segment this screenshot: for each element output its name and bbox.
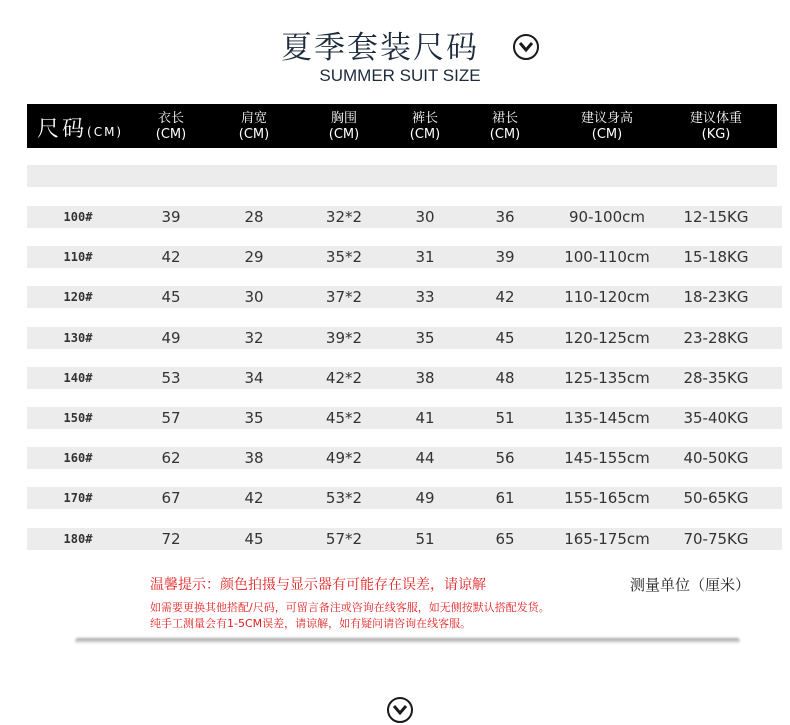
cell-weight: 23-28KG <box>683 328 749 347</box>
cell-chest: 35*2 <box>325 248 363 267</box>
cell-weight: 40-50KG <box>683 449 749 468</box>
cell-skirt: 61 <box>495 489 515 508</box>
unit-label: 测量单位（厘米） <box>630 576 751 594</box>
cell-length: 53 <box>161 368 181 387</box>
note-main: 温馨提示：颜色拍摄与显示器有可能存在误差，请谅解 <box>150 577 486 593</box>
cell-shoulder: 29 <box>244 248 264 267</box>
size-cell: 100# <box>63 210 93 224</box>
cell-shoulder: 34 <box>244 368 264 387</box>
cell-height: 110-120cm <box>564 288 650 307</box>
cell-skirt: 39 <box>495 248 515 267</box>
cell-chest: 57*2 <box>325 529 363 548</box>
cell-length: 67 <box>161 489 181 508</box>
column-header-label: 肩宽 <box>240 111 267 126</box>
column-header-label: 建议体重 <box>689 111 742 126</box>
cell-height: 125-135cm <box>564 368 650 387</box>
size-cell: 150# <box>63 411 93 425</box>
cell-pants: 49 <box>415 489 435 508</box>
column-header-unit: (CM) <box>489 127 521 142</box>
table-row <box>27 327 782 349</box>
table-row <box>27 487 782 509</box>
column-header-unit: (CM) <box>155 127 187 142</box>
page-title: 夏季套装尺码 <box>281 30 479 66</box>
cell-length: 45 <box>161 288 181 307</box>
column-header-label: 胸围 <box>330 111 357 126</box>
cell-shoulder: 28 <box>244 208 264 226</box>
table-row <box>27 447 782 469</box>
column-header <box>209 111 299 143</box>
cell-chest: 37*2 <box>325 288 363 307</box>
cell-pants: 33 <box>415 288 435 307</box>
column-header-label: 裤长 <box>411 111 438 126</box>
column-header <box>671 111 761 143</box>
cell-weight: 28-35KG <box>683 368 749 387</box>
cell-chest: 53*2 <box>325 489 363 508</box>
cell-weight: 12-15KG <box>683 208 749 226</box>
cell-height: 135-145cm <box>564 409 650 427</box>
cell-height: 165-175cm <box>564 529 650 548</box>
cell-pants: 44 <box>415 449 435 468</box>
cell-weight: 18-23KG <box>683 288 749 307</box>
column-header <box>299 111 389 143</box>
column-header <box>562 111 652 143</box>
column-header-label: 建议身高 <box>580 111 633 126</box>
cell-skirt: 42 <box>495 288 515 307</box>
cell-shoulder: 38 <box>244 449 264 468</box>
cell-shoulder: 42 <box>244 489 264 508</box>
cell-chest: 49*2 <box>325 449 363 468</box>
cell-shoulder: 32 <box>244 328 264 347</box>
cell-shoulder: 35 <box>244 409 264 427</box>
chevron-down-icon <box>387 697 413 723</box>
table-row <box>27 528 782 550</box>
cell-chest: 45*2 <box>325 409 363 427</box>
size-cell: 130# <box>63 330 93 345</box>
cell-pants: 51 <box>415 529 435 548</box>
column-header-unit: (CM) <box>409 127 441 142</box>
column-header-unit: (KG) <box>701 127 731 142</box>
table-row <box>27 407 782 429</box>
chevron-down-icon <box>513 34 539 60</box>
column-header-unit: (CM) <box>328 127 360 142</box>
cell-height: 120-125cm <box>564 328 650 347</box>
note-line-1: 如需要更换其他搭配/尺码，可留言备注或咨询在线客服，如无侧按默认搭配发货。 <box>150 601 550 614</box>
cell-weight: 35-40KG <box>683 409 749 427</box>
cell-height: 155-165cm <box>564 489 650 508</box>
column-header <box>460 111 550 143</box>
notes <box>150 574 550 632</box>
size-cell: 160# <box>63 451 93 466</box>
size-cell: 140# <box>63 370 93 385</box>
cell-weight: 50-65KG <box>683 489 749 508</box>
cell-pants: 41 <box>415 409 435 427</box>
table-row <box>27 206 782 228</box>
table-row <box>27 367 782 389</box>
cell-length: 49 <box>161 328 181 347</box>
divider-shadow <box>75 638 740 644</box>
cell-length: 39 <box>161 208 181 226</box>
cell-shoulder: 45 <box>244 529 264 548</box>
size-column-header: 尺码(CM) <box>37 117 124 142</box>
cell-skirt: 51 <box>495 409 515 427</box>
cell-skirt: 45 <box>495 328 515 347</box>
cell-height: 145-155cm <box>564 449 650 468</box>
note-details <box>150 600 550 632</box>
cell-chest: 39*2 <box>325 328 363 347</box>
cell-weight: 15-18KG <box>683 248 749 267</box>
size-cell: 110# <box>63 250 93 265</box>
cell-length: 72 <box>161 529 181 548</box>
column-header <box>126 111 216 143</box>
cell-shoulder: 30 <box>244 288 264 307</box>
cell-skirt: 56 <box>495 449 515 468</box>
cell-pants: 31 <box>415 248 435 267</box>
cell-chest: 42*2 <box>325 368 363 387</box>
table-row <box>27 286 782 308</box>
column-header-label: 裙长 <box>491 111 518 126</box>
cell-pants: 38 <box>415 368 435 387</box>
blank-row <box>27 165 777 187</box>
column-header-label: 衣长 <box>157 111 184 126</box>
cell-skirt: 36 <box>495 208 515 226</box>
size-cell: 180# <box>63 531 93 546</box>
column-header-unit: (CM) <box>238 127 270 142</box>
cell-height: 100-110cm <box>564 248 650 267</box>
table-row <box>27 246 782 268</box>
cell-length: 57 <box>161 409 181 427</box>
note-line-2: 纯手工测量会有1-5CM误差，请谅解，如有疑问请咨询在线客服。 <box>150 617 472 630</box>
cell-weight: 70-75KG <box>683 529 749 548</box>
cell-chest: 32*2 <box>325 208 363 226</box>
cell-length: 42 <box>161 248 181 267</box>
column-header-unit: (CM) <box>591 127 623 142</box>
cell-skirt: 65 <box>495 529 515 548</box>
page-subtitle: SUMMER SUIT SIZE <box>319 66 481 85</box>
cell-pants: 35 <box>415 328 435 347</box>
column-header <box>380 111 470 143</box>
cell-length: 62 <box>161 449 181 468</box>
size-cell: 170# <box>63 491 93 506</box>
size-cell: 120# <box>63 290 93 305</box>
cell-pants: 30 <box>415 208 435 226</box>
cell-height: 90-100cm <box>569 208 645 226</box>
cell-skirt: 48 <box>495 368 515 387</box>
